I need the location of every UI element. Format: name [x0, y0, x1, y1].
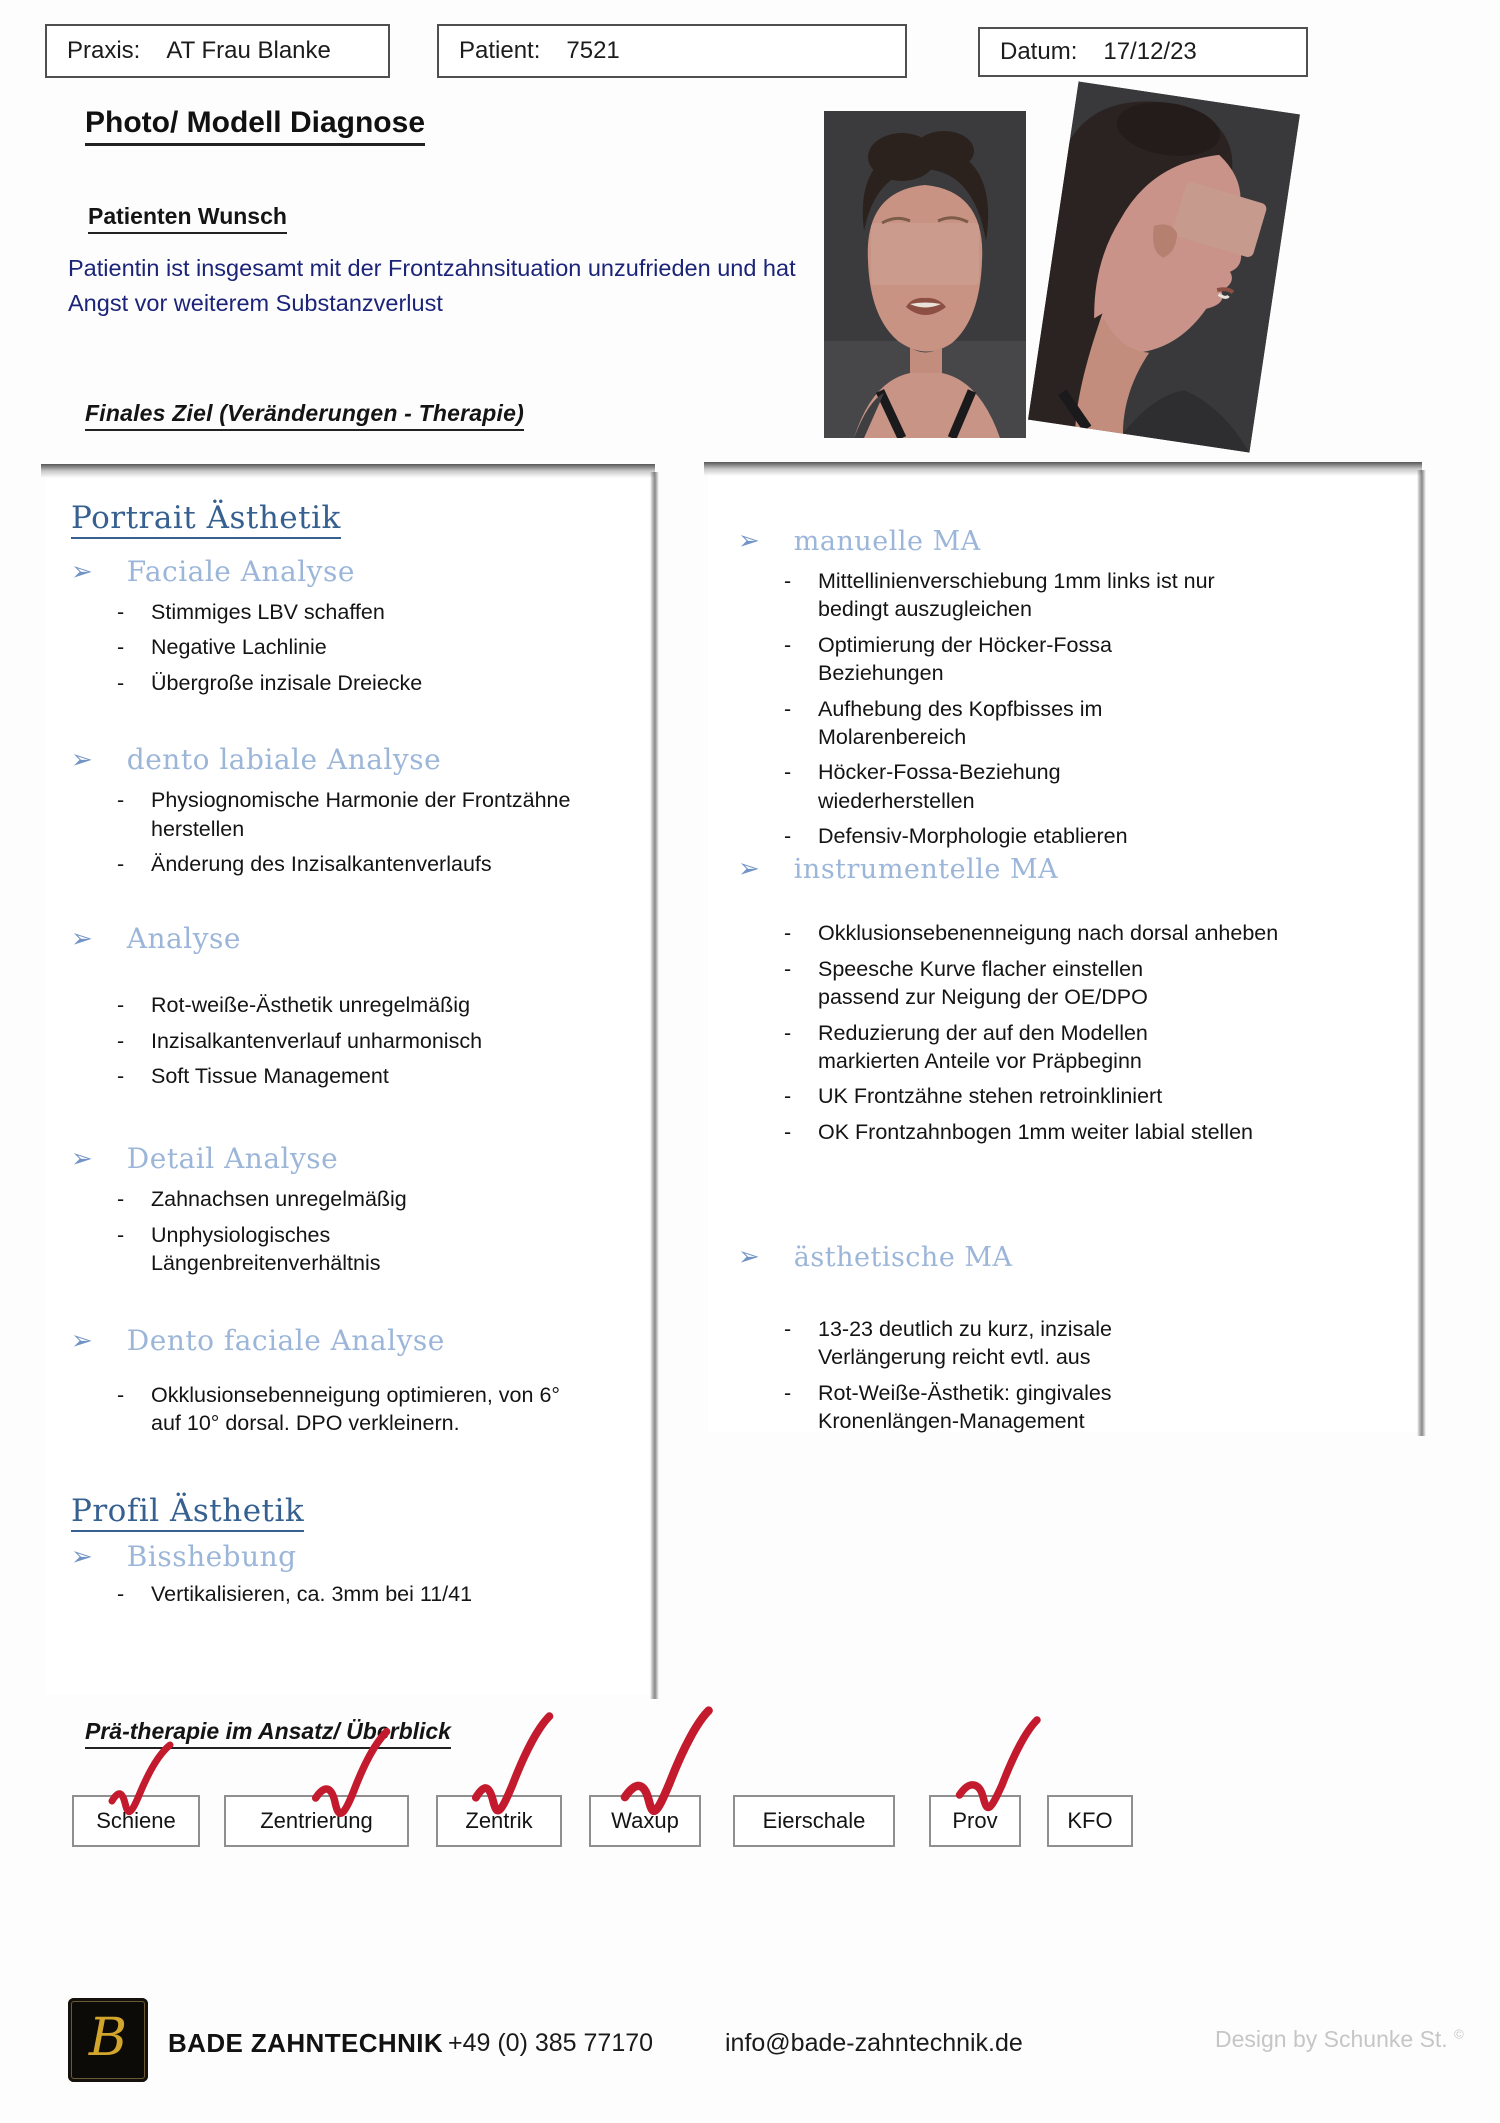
list-item: - Übergroße inzisale Dreiecke	[117, 670, 423, 695]
datum-label: Datum:	[1000, 38, 1078, 65]
list-item: - Inzisalkantenverlauf unharmonisch	[117, 1028, 483, 1053]
patient-label: Patient:	[459, 37, 541, 64]
checkbox-kfo[interactable]: KFO	[1047, 1795, 1133, 1847]
list-item: - Negative Lachlinie	[117, 635, 327, 660]
checkbox-eierschale[interactable]: Eierschale	[733, 1795, 895, 1847]
group-bisshebung: ➢ Bisshebung	[71, 1540, 297, 1574]
list-item: - Zahnachsen unregelmäßig	[117, 1187, 407, 1212]
list-item: - Aufhebung des Kopfbisses im Molarenbereich	[784, 696, 1103, 749]
footer	[0, 1990, 1500, 2090]
arrow-bullet-icon: ➢	[71, 556, 93, 586]
panel-massnahmen	[708, 468, 1420, 1432]
profile-portrait-illustration	[1028, 81, 1300, 452]
checkbox-zentrik[interactable]: Zentrik	[436, 1795, 562, 1847]
copyright-icon: ©	[1454, 2026, 1464, 2042]
list-item: - Vertikalisieren, ca. 3mm bei 11/41	[117, 1582, 473, 1607]
list-item: - UK Frontzähne stehen retroinkliniert	[784, 1084, 1163, 1109]
list-item: - Okklusionsebenenneigung nach dorsal anheben	[784, 921, 1279, 946]
profil-aesthetik-heading: Profil Ästhetik	[71, 1493, 304, 1532]
arrow-bullet-icon: ➢	[738, 1241, 760, 1271]
arrow-bullet-icon: ➢	[71, 744, 93, 775]
list-item: - 13-23 deutlich zu kurz, inzisale Verlängerung reicht evtl. aus	[784, 1317, 1112, 1370]
list-item: - Rot-Weiße-Ästhetik: gingivales Kronenlängen-Management	[784, 1380, 1112, 1434]
company-name: BADE ZAHNTECHNIK	[168, 2028, 444, 2058]
list-item: - Reduzierung der auf den Modellen markierten Anteile vor Präpbeginn	[784, 1020, 1148, 1073]
design-credit: Design by Schunke St. ©	[1215, 2026, 1464, 2052]
group-analyse: ➢ Analyse	[71, 922, 241, 956]
praxis-field-box[interactable]	[45, 24, 390, 78]
list-item: - OK Frontzahnbogen 1mm weiter labial stellen	[784, 1119, 1253, 1144]
list-item: - Stimmiges LBV schaffen	[117, 600, 385, 624]
datum-value: 17/12/23	[1103, 38, 1197, 65]
group-manuelle-ma: ➢ manuelle MA	[738, 525, 981, 557]
logo-letter: B	[88, 2008, 128, 2068]
arrow-bullet-icon: ➢	[71, 1324, 93, 1355]
list-item: - Optimierung der Höcker-Fossa Beziehungen	[784, 632, 1112, 686]
company-logo	[68, 1998, 148, 2082]
praxis-label: Praxis:	[67, 37, 141, 64]
patient-wish-heading: Patienten Wunsch	[88, 203, 287, 234]
list-item: - Soft Tissue Management	[117, 1064, 389, 1088]
checkbox-waxup[interactable]: Waxup	[589, 1795, 701, 1847]
group-detail-analyse: ➢ Detail Analyse	[71, 1142, 339, 1176]
patient-wish-text: Patientin ist insgesamt mit der Frontzahnsituation unzufrieden und hat Angst vor weiterem Substanzverlust	[68, 255, 796, 316]
list-item: - Änderung des Inzisalkantenverlaufs	[117, 851, 492, 876]
praxis-value: AT Frau Blanke	[166, 37, 331, 64]
email-address: info@bade-zahntechnik.de	[725, 2029, 1023, 2057]
group-faciale-analyse: ➢ Faciale Analyse	[71, 555, 355, 588]
checkbox-zentrierung[interactable]: Zentrierung	[224, 1795, 409, 1847]
patient-photo-profile	[1028, 81, 1300, 452]
list-item: - Rot-weiße-Ästhetik unregelmäßig	[117, 993, 471, 1018]
group-dento-faciale-analyse: ➢ Dento faciale Analyse	[71, 1323, 445, 1357]
phone-number: +49 (0) 385 77170	[448, 2029, 654, 2057]
page-title: Photo/ Modell Diagnose	[85, 106, 425, 146]
checkbox-prov[interactable]: Prov	[929, 1795, 1021, 1847]
panel-portrait-aesthetik	[45, 470, 653, 1695]
group-aesthetische-ma: ➢ ästhetische MA	[738, 1241, 1013, 1273]
arrow-bullet-icon: ➢	[738, 853, 760, 884]
pretherapy-heading: Prä-therapie im Ansatz/ Überblick	[85, 1718, 451, 1749]
list-item: - Speesche Kurve flacher einstellen passend zur Neigung der OE/DPO	[784, 956, 1148, 1010]
group-instrumentelle-ma: ➢ instrumentelle MA	[738, 853, 1059, 886]
list-item: - Höcker-Fossa-Beziehung wiederherstellen	[784, 760, 1061, 813]
arrow-bullet-icon: ➢	[71, 1143, 93, 1174]
datum-field-box[interactable]	[978, 27, 1308, 77]
arrow-bullet-icon: ➢	[71, 1541, 93, 1572]
final-goal-heading: Finales Ziel (Veränderungen - Therapie)	[85, 400, 524, 431]
group-dento-labiale-analyse: ➢ dento labiale Analyse	[71, 743, 442, 777]
list-item: - Defensiv-Morphologie etablieren	[784, 824, 1128, 848]
patient-photo-frontal	[824, 111, 1026, 438]
list-item: - Unphysiologisches Längenbreitenverhältnis	[117, 1222, 381, 1276]
arrow-bullet-icon: ➢	[71, 923, 93, 954]
frontal-portrait-illustration	[824, 111, 1026, 438]
portrait-aesthetik-heading: Portrait Ästhetik	[71, 500, 341, 539]
list-item: - Mittellinienverschiebung 1mm links ist nur bedingt auszugleichen	[784, 569, 1215, 622]
checkbox-schiene[interactable]: Schiene	[72, 1795, 200, 1847]
list-item: - Okklusionsebenneigung optimieren, von 6° auf 10° dorsal. DPO verkleinern.	[117, 1382, 560, 1435]
patient-value: 7521	[566, 37, 620, 64]
arrow-bullet-icon: ➢	[738, 525, 760, 555]
patient-field-box[interactable]	[437, 24, 907, 78]
list-item: - Physiognomische Harmonie der Frontzähne herstellen	[117, 788, 571, 841]
